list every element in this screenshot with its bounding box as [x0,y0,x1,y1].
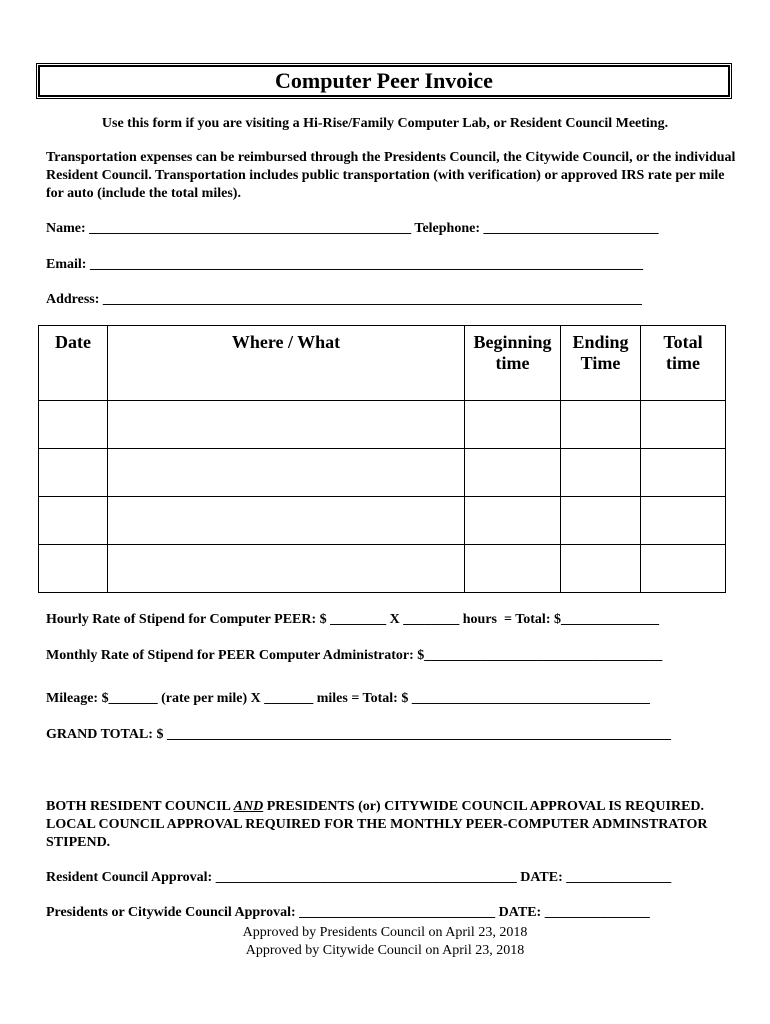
table-row [39,401,726,449]
header-beginning-time: Beginning time [465,326,561,401]
hourly-rate-field[interactable]: Hourly Rate of Stipend for Computer PEER: $ ________ X ________ hours = Total: $______________ [46,612,659,627]
table-cell[interactable] [108,449,465,497]
mileage-field[interactable]: Mileage: $_______ (rate per mile) X _______ miles = Total: $ __________________________________ [46,691,650,706]
table-cell[interactable] [561,545,641,593]
page-title: Computer Peer Invoice [275,68,493,93]
header-ending-time: Ending Time [561,326,641,401]
table-cell[interactable] [39,401,108,449]
time-log-table [38,325,726,593]
monthly-rate-field[interactable]: Monthly Rate of Stipend for PEER Computer Administrator: $__________________________________ [46,648,663,663]
presidents-approval-field[interactable]: Presidents or Citywide Council Approval: ____________________________ DATE: _______________ [46,905,650,920]
table-cell[interactable] [39,449,108,497]
table-cell[interactable] [561,401,641,449]
header-total-time: Total time [641,326,726,401]
header-date: Date [39,326,108,401]
table-cell[interactable] [641,401,726,449]
table-cell[interactable] [108,545,465,593]
transportation-note: Transportation expenses can be reimbursed through the Presidents Council, the Citywide Council, or the individual Resident Council. Transportation includes public transportation (with verification) or approved IRS rate per mile for auto (include the total miles). [46,150,736,201]
name-telephone-field[interactable]: Name: ______________________________________________ Telephone: _________________________ [46,221,659,236]
table-header-row [39,326,726,401]
emphasis-and: AND [233,799,264,814]
header-where-what: Where / What [108,326,465,401]
title-box [38,65,730,97]
table-cell[interactable] [108,497,465,545]
table-cell[interactable] [641,449,726,497]
table-cell[interactable] [641,545,726,593]
table-row [39,449,726,497]
table-cell[interactable] [641,497,726,545]
footer-presidents-approval: Approved by Presidents Council on April 23, 2018 [242,925,528,940]
table-cell[interactable] [108,401,465,449]
table-row [39,545,726,593]
intro-text: Use this form if you are visiting a Hi-Rise/Family Computer Lab, or Resident Council Meeting. [101,116,669,131]
table-cell[interactable] [39,497,108,545]
table-cell[interactable] [465,497,561,545]
table-cell[interactable] [465,545,561,593]
address-field[interactable]: Address: _____________________________________________________________________________ [46,292,642,307]
footer-citywide-approval: Approved by Citywide Council on April 23, 2018 [245,943,525,958]
table-cell[interactable] [465,401,561,449]
table-row [39,497,726,545]
table-cell[interactable] [465,449,561,497]
email-field[interactable]: Email: _______________________________________________________________________________ [46,257,643,272]
resident-approval-field[interactable]: Resident Council Approval: ___________________________________________ DATE: _______________ [46,870,672,885]
table-cell[interactable] [561,497,641,545]
approval-requirement-note: BOTH RESIDENT COUNCIL AND PRESIDENTS (or) CITYWIDE COUNCIL APPROVAL IS REQUIRED. LOCAL COUNCIL APPROVAL REQUIRED FOR THE MONTHLY PEER-COMPUTER ADMINSTRATOR STIPEND. [46,799,708,850]
table-cell[interactable] [39,545,108,593]
table-cell[interactable] [561,449,641,497]
grand-total-field[interactable]: GRAND TOTAL: $ ________________________________________________________________________ [46,727,671,742]
